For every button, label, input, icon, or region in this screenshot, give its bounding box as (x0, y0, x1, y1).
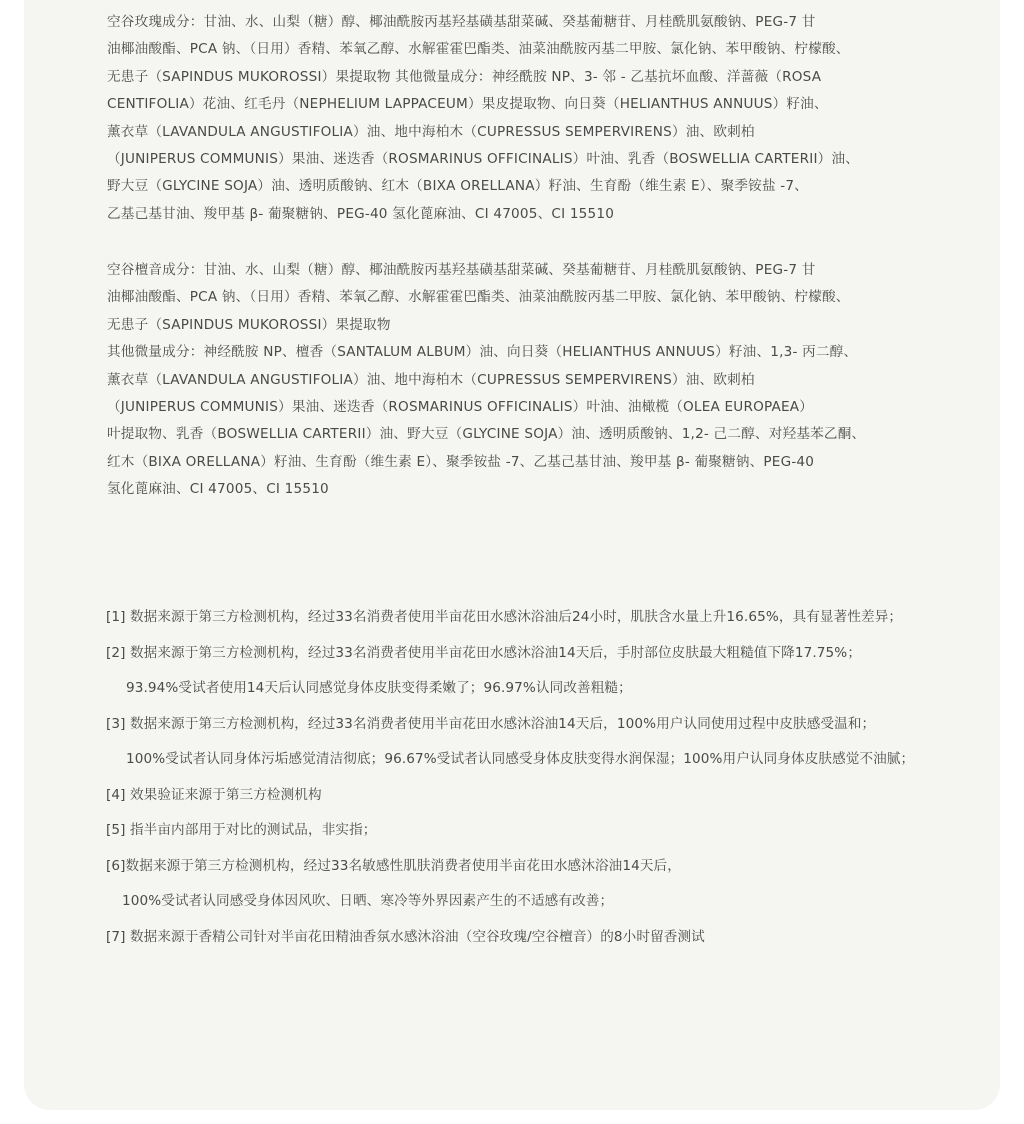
sandalwood-ingredients (107, 257, 907, 504)
footnotes (106, 600, 986, 955)
sandalwood-ingredient-line: 油椰油酸酯、PCA 钠、（日用）香精、苯氧乙醇、水解霍霍巴酯类、油菜油酰胺丙基二甲胺、氯化钠、苯甲酸钠、柠檬酸、 (107, 289, 850, 306)
sandalwood-ingredient-line: 氢化蓖麻油、CI 47005、CI 15510 (107, 481, 329, 498)
footnote-4: [4] 效果验证来源于第三方检测机构 (106, 786, 322, 803)
sandalwood-ingredient-line: 空谷檀音成分：甘油、水、山梨（糖）醇、椰油酰胺丙基羟基磺基甜菜碱、癸基葡糖苷、月桂酰肌氨酸钠、PEG-7 甘 (107, 262, 816, 278)
footnote-3-continued: 100%受试者认同身体污垢感觉清洁彻底；96.67%受试者认同感受身体皮肤变得水润保湿；100%用户认同身体皮肤感觉不油腻； (126, 751, 915, 767)
sandalwood-ingredient-line: 其他微量成分：神经酰胺 NP、檀香（SANTALUM ALBUM）油、向日葵（HELIANTHUS ANNUUS）籽油、1,3- 丙二醇、 (107, 344, 858, 361)
rose-ingredient-line: CENTIFOLIA）花油、红毛丹（NEPHELIUM LAPPACEUM）果皮提取物、向日葵（HELIANTHUS ANNUUS）籽油、 (107, 96, 828, 113)
rose-ingredients (107, 9, 907, 228)
footnote-3: [3] 数据来源于第三方检测机构，经过33名消费者使用半亩花田水感沐浴油14天后，100%用户认同使用过程中皮肤感受温和； (106, 715, 876, 732)
footnote-7: [7] 数据来源于香精公司针对半亩花田精油香氛水感沐浴油（空谷玫瑰/空谷檀音）的8小时留香测试 (106, 928, 705, 945)
footnote-6: [6]数据来源于第三方检测机构，经过33名敏感性肌肤消费者使用半亩花田水感沐浴油14天后， (106, 857, 681, 874)
rose-ingredient-line: （JUNIPERUS COMMUNIS）果油、迷迭香（ROSMARINUS OFFICINALIS）叶油、乳香（BOSWELLIA CARTERII）油、 (107, 151, 860, 168)
rose-ingredient-line: 薰衣草（LAVANDULA ANGUSTIFOLIA）油、地中海柏木（CUPRESSUS SEMPERVIRENS）油、欧刺柏 (107, 123, 755, 140)
sandalwood-ingredient-line: 红木（BIXA ORELLANA）籽油、生育酚（维生素 E）、聚季铵盐 -7、乙基己基甘油、羧甲基 β- 葡聚糖钠、PEG-40 (107, 453, 815, 470)
footnote-6-continued: 100%受试者认同感受身体因风吹、日晒、寒冷等外界因素产生的不适感有改善； (122, 893, 614, 909)
footnote-5: [5] 指半亩内部用于对比的测试品，非实指； (106, 822, 377, 838)
content-card (24, 0, 1000, 1110)
rose-ingredient-line: 无患子（SAPINDUS MUKOROSSI）果提取物 其他微量成分：神经酰胺 NP、3- 邻 - 乙基抗坏血酸、洋蔷薇（ROSA (107, 68, 822, 85)
rose-ingredient-line: 野大豆（GLYCINE SOJA）油、透明质酸钠、红木（BIXA ORELLANA）籽油、生育酚（维生素 E）、聚季铵盐 -7、 (107, 178, 809, 195)
sandalwood-ingredient-line: 叶提取物、乳香（BOSWELLIA CARTERII）油、野大豆（GLYCINE SOJA）油、透明质酸钠、1,2- 己二醇、对羟基苯乙酮、 (107, 426, 866, 443)
rose-ingredient-line: 乙基己基甘油、羧甲基 β- 葡聚糖钠、PEG-40 氢化蓖麻油、CI 47005、CI 15510 (107, 205, 615, 222)
footnote-1: [1] 数据来源于第三方检测机构，经过33名消费者使用半亩花田水感沐浴油后24小时，肌肤含水量上升16.65%，具有显著性差异； (106, 609, 903, 625)
sandalwood-ingredient-line: 薰衣草（LAVANDULA ANGUSTIFOLIA）油、地中海柏木（CUPRESSUS SEMPERVIRENS）油、欧刺柏 (107, 371, 755, 388)
sandalwood-ingredient-line: （JUNIPERUS COMMUNIS）果油、迷迭香（ROSMARINUS OFFICINALIS）叶油、油橄榄（OLEA EUROPAEA） (107, 399, 814, 416)
footnote-2-continued: 93.94%受试者使用14天后认同感觉身体皮肤变得柔嫩了；96.97%认同改善粗糙； (126, 680, 632, 696)
rose-ingredient-line: 油椰油酸酯、PCA 钠、（日用）香精、苯氧乙醇、水解霍霍巴酯类、油菜油酰胺丙基二甲胺、氯化钠、苯甲酸钠、柠檬酸、 (107, 41, 850, 58)
footnote-2: [2] 数据来源于第三方检测机构，经过33名消费者使用半亩花田水感沐浴油14天后，手肘部位皮肤最大粗糙值下降17.75%； (106, 644, 862, 661)
rose-ingredient-line: 空谷玫瑰成分：甘油、水、山梨（糖）醇、椰油酰胺丙基羟基磺基甜菜碱、癸基葡糖苷、月桂酰肌氨酸钠、PEG-7 甘 (107, 14, 816, 30)
sandalwood-ingredient-line: 无患子（SAPINDUS MUKOROSSI）果提取物 (107, 316, 391, 333)
